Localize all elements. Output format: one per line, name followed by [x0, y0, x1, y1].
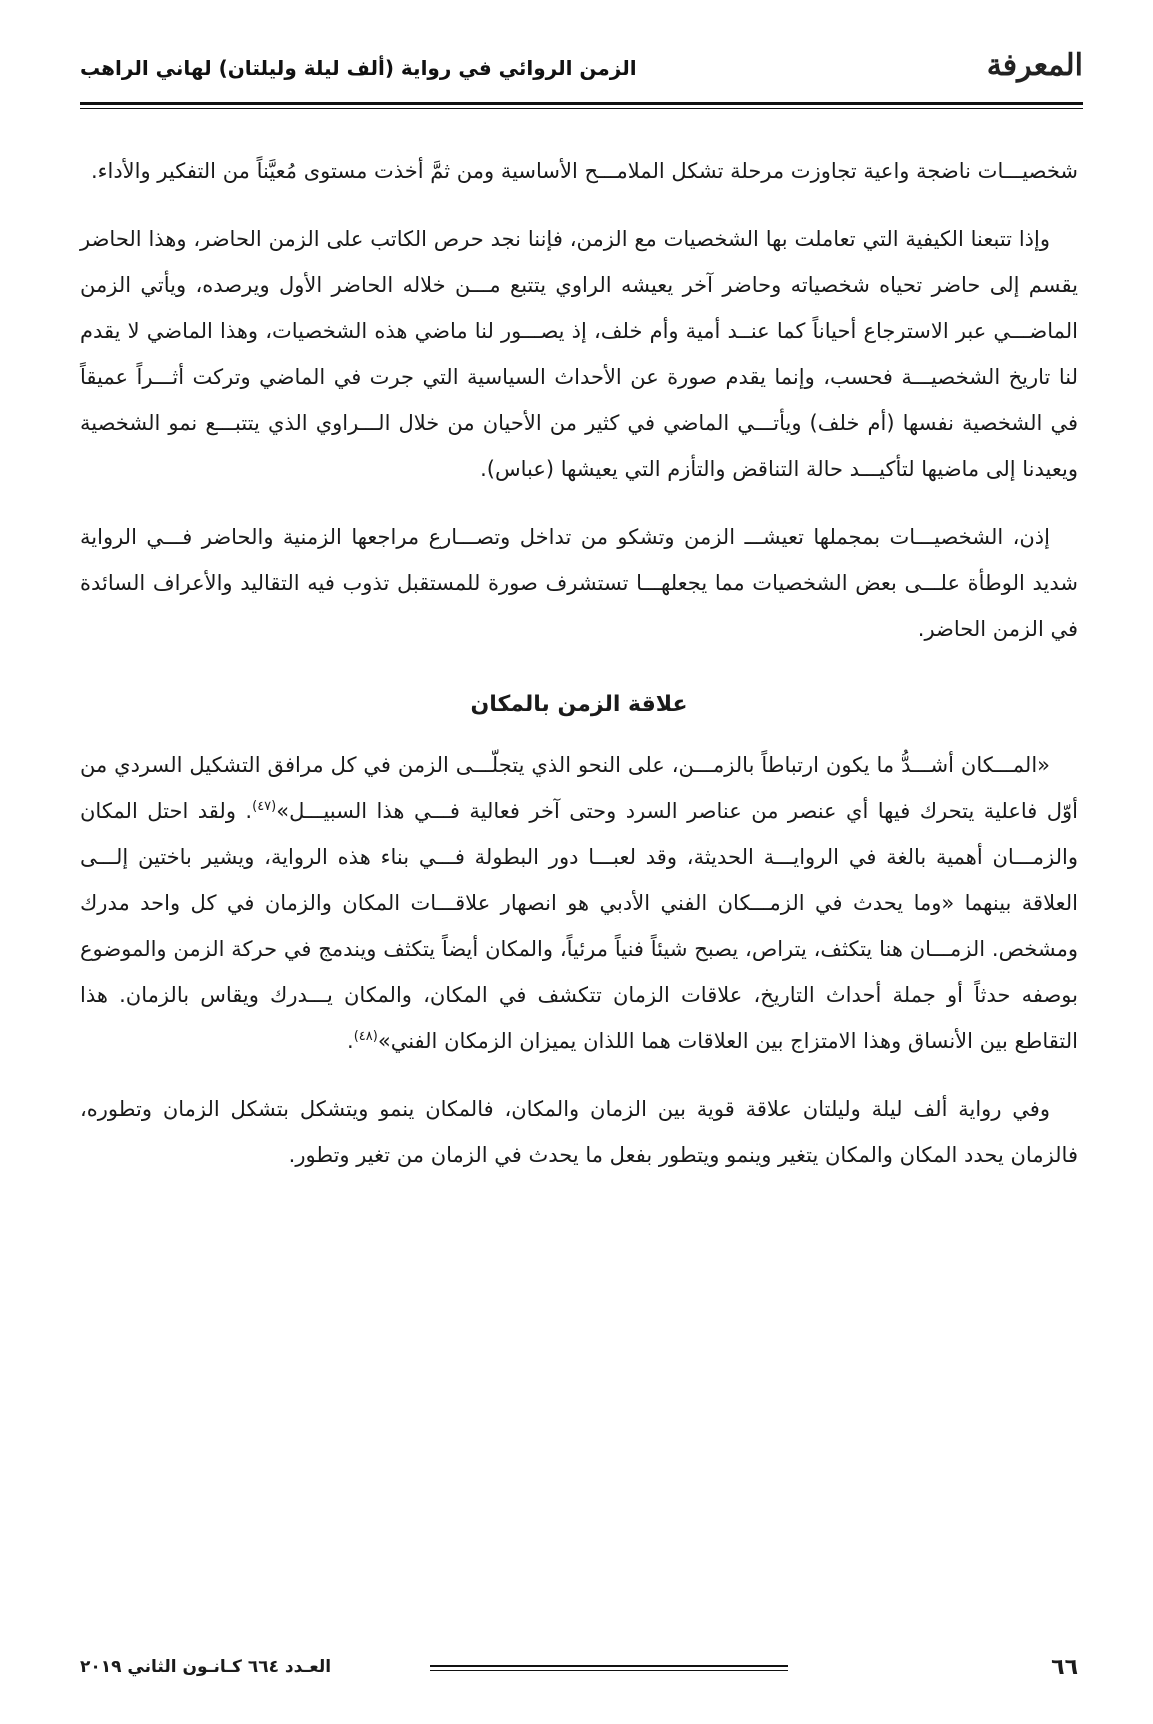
footer-rule-thin — [430, 1670, 788, 1671]
header-rule — [80, 102, 1083, 105]
footnote-ref-48: (٤٨) — [353, 1029, 378, 1044]
footer-rule — [430, 1665, 788, 1667]
footnote-ref-47: (٤٧) — [252, 799, 277, 814]
page-number: ٦٦ — [1051, 1655, 1078, 1680]
journal-logo: المعرفة — [986, 48, 1083, 83]
section-heading: علاقة الزمن بالمكان — [470, 692, 688, 717]
issue-label: العـدد ٦٦٤ كـانـون الثاني ٢٠١٩ — [80, 1657, 332, 1677]
page-header — [80, 48, 1083, 98]
quote-part-3: . — [347, 1029, 354, 1053]
running-title: الزمن الروائي في رواية (ألف ليلة وليلتان) لهاني الراهب — [80, 56, 637, 80]
quote-part-2: . ولقد احتل المكان والزمـــان أهمية بالغة في الروايـــة الحديثة، وقد لعبـــا دور البطولة فـــي بناء هذه الرواية، ويشير باختين إلـــى العلاقة بينهما «وما يحدث في الزمـــكان الفني الأدبي هو انصهار علاقـــات المكان والزمان في كل واحد مدرك ومشخص. الزمـــان هنا يتكثف، يتراص، يصبح شيئاً فنياً مرئياً، والمكان أيضاً يتكثف ويندمج في حركة الزمن والموضوع بوصفه حدثاً أو جملة أحداث التاريخ، علاقات الزمان تتكشف في المكان، والمكان يـــدرك ويقاس بالزمان. هذا التقاطع بين الأنساق وهذا الامتزاج بين العلاقات هما اللذان يميزان الزمكان الفني» — [80, 799, 1078, 1053]
paragraph-final: وفي رواية ألف ليلة وليلتان علاقة قوية بين الزمان والمكان، فالمكان ينمو ويتشكل بتشكل الزمان وتطوره، فالزمان يحدد المكان والمكان يتغير وينمو ويتطور بفعل ما يحدث في الزمان من تغير وتطور. — [80, 1097, 1078, 1167]
quote-paragraph — [80, 742, 1078, 1064]
paragraph-2: وإذا تتبعنا الكيفية التي تعاملت بها الشخصيات مع الزمن، فإننا نجد حرص الكاتب على الزمن الحاضر، وهذا الحاضر يقسم إلى حاضر تحياه شخصياته وحاضر آخر يعيشه الراوي يتتبع مـــن خلاله الحاضر الأول ويرصده، ويأتي الزمن الماضـــي عبر الاسترجاع أحياناً كما عنــد أمية وأم خلف، إذ يصـــور لنا ماضي هذه الشخصيات، وهذا الماضي لا يقدم لنا تاريخ الشخصيـــة فحسب، وإنما يقدم صورة عن الأحداث السياسية التي جرت في الماضي وتركت أثـــراً عميقاً في الشخصية نفسها (أم خلف) ويأتـــي الماضي في كثير من الأحيان من خلال الـــراوي الذي يتتبـــع نمو الشخصية ويعيدنا إلى ماضيها لتأكيـــد حالة التناقض والتأزم التي يعيشها (عباس). — [80, 227, 1078, 481]
paragraph-1: شخصيـــات ناضجة واعية تجاوزت مرحلة تشكل الملامـــح الأساسية ومن ثمَّ أخذت مستوى مُعيَّناً من التفكير والأداء. — [90, 159, 1078, 183]
article-body — [80, 148, 1078, 1178]
page-footer — [80, 1655, 1078, 1685]
paragraph-3: إذن، الشخصيـــات بمجملها تعيشـــ الزمن وتشكو من تداخل وتصـــارع مراجعها الزمنية والحاضر فـــي الرواية شديد الوطأة علـــى بعض الشخصيات مما يجعلهـــا تستشرف صورة للمستقبل تذوب فيه التقاليد والأعراف السائدة في الزمن الحاضر. — [80, 525, 1078, 641]
header-rule-thin — [80, 108, 1083, 109]
quote-part-1: «المـــكان أشـــدُّ ما يكون ارتباطاً بالزمـــن، على النحو الذي يتجلّـــى الزمن في كل مرافق التشكيل السردي من أوّل فاعلية يتحرك فيها أي عنصر من عناصر السرد وحتى آخر فعالية فـــي هذا السبيـــل» — [80, 753, 1079, 823]
